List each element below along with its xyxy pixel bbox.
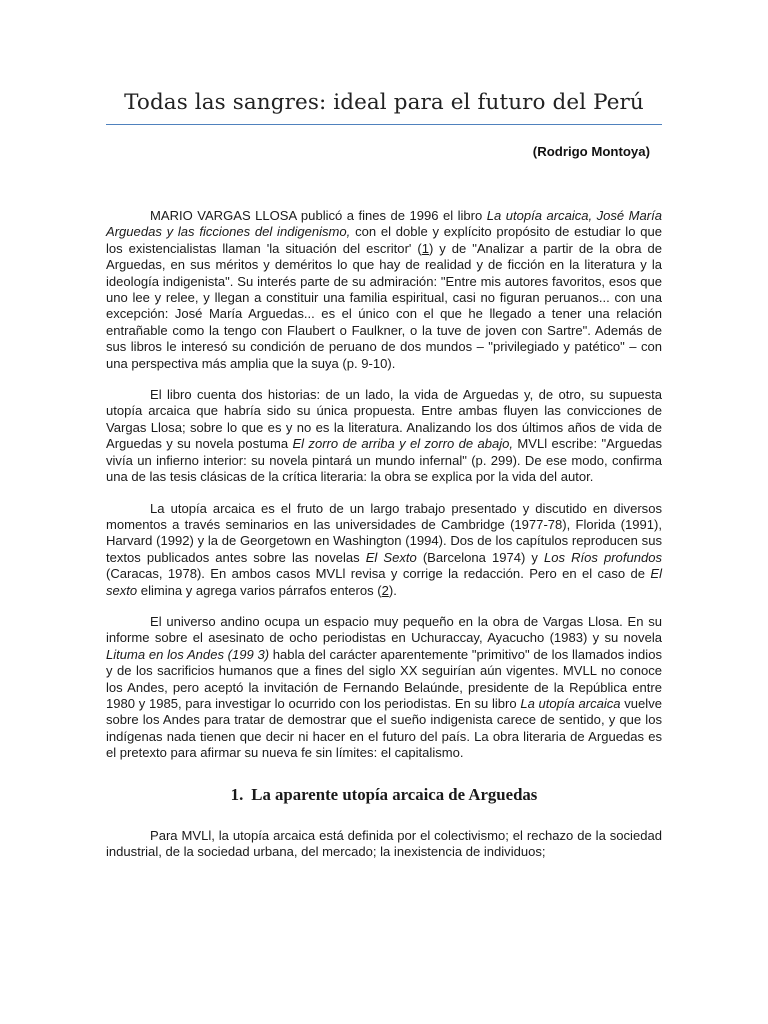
book-title-italic: La utopía arcaica (520, 695, 621, 711)
book-title-italic: El Sexto (365, 549, 417, 565)
paragraph-text: MVLl escribe: "Arguedas vivía un infierno interior: su novela pintará un mundo infernal" (p. 299). De ese modo, confirma una de las tesis clásicas de la crítica literaria: la obra se explica por la vida del autor. (106, 436, 663, 485)
paragraph-text: con el doble y explícito propósito de estudiar lo que los existencialistas llaman 'la situación del escritor' ( (106, 224, 662, 256)
paragraph-5 (106, 828, 662, 861)
paragraph-text: ). (388, 582, 397, 598)
paragraph-text: (Caracas, 1978). En ambos casos MVLl revisa y corrige la redacción. Pero en el caso de (106, 566, 651, 582)
footnote-link-1[interactable]: 1 (421, 240, 429, 256)
section-title: La aparente utopía arcaica de Arguedas (251, 784, 538, 804)
book-title-italic: El sexto (106, 566, 662, 598)
author-name: (Rodrigo Montoya) (532, 144, 650, 159)
document-body (106, 208, 662, 875)
paragraph-text: La utopía arcaica es el fruto de un largo trabajo presentado y discutido en diversos momentos a través seminarios en las universidades de Cambridge (1977-78), Florida (1991), Harvard (1992) y la de Georgetown en Washington (1994). Dos de los capítulos reproducen sus textos publicados antes sobre las novelas (106, 500, 662, 565)
paragraph-text: El libro cuenta dos historias: de un lado, la vida de Arguedas y, de otro, su supuesta utopía arcaica que habría sido su única propuesta. Entre ambas fluyen las convicciones de Vargas Llosa; sobre lo que es y no es la literatura. Analizando los dos últimos años de vida de Arguedas y su novela postuma (106, 387, 662, 452)
title-underline-rule (106, 124, 662, 125)
paragraph-1 (106, 208, 662, 372)
paragraph-4 (106, 614, 662, 762)
section-heading-1 (106, 785, 662, 805)
paragraph-2 (106, 387, 662, 485)
paragraph-3 (106, 501, 662, 599)
footnote-link-2[interactable]: 2 (381, 582, 389, 598)
paragraph-text: habla del carácter aparentemente "primitivo" de los llamados indios y de los sacrificios humanos que a fines del siglo XX seguirían aún vigentes. MVLL no conoce los Andes, pero aceptó la invitación de Fernando Belaúnde, presidente de la República entre 1980 y 1985, para investigar lo ocurrido con los periodistas. En su libro (106, 646, 662, 711)
book-title-italic: Lituma en los Andes (199 3) (106, 646, 270, 662)
paragraph-text: ) y de "Analizar a partir de la obra de Arguedas, en sus méritos y deméritos lo que hay de realidad y de ficción en la literatura y la ideología indigenista". Su interés parte de su admiración: "Entre mis autores favoritos, esos que uno lee y relee, y llegan a constituir una familia espiritual, casi no figuran peruanos... con una excepción: José María Arguedas... es el único con el que he llegado a tener una relación entrañable como la tengo con Flaubert o Faulkner, o la tuve de joven con Sartre". Además de sus libros le interesó su condición de peruano de dos mundos – "privilegiado y patético" – con una perspectiva más amplia que la suya (p. 9-10). (106, 240, 662, 371)
paragraph-text: elimina y agrega varios párrafos enteros ( (137, 582, 382, 598)
book-title-italic: La utopía arcaica, José María Arguedas y las ficciones del indigenismo, (106, 208, 662, 240)
section-number: 1. (230, 784, 244, 804)
paragraph-text: El universo andino ocupa un espacio muy pequeño en la obra de Vargas Llosa. En su informe sobre el asesinato de ocho periodistas en Uchuraccay, Ayacucho (1983) y su novela (106, 613, 662, 646)
book-title-italic: Los Ríos profundos (543, 549, 662, 565)
paragraph-text: MARIO VARGAS LLOSA publicó a fines de 1996 el libro (150, 208, 487, 223)
paragraph-text: (Barcelona 1974) y (416, 549, 544, 565)
paragraph-text: Para MVLl, la utopía arcaica está definida por el colectivismo; el rechazo de la sociedad industrial, de la sociedad urbana, del mercado; la inexistencia de individuos; (106, 827, 662, 859)
document-title: Todas las sangres: ideal para el futuro del Perú (124, 90, 644, 115)
paragraph-text: vuelve sobre los Andes para tratar de demostrar que el sueño indigenista carece de sentido, y que los indígenas nada tienen que decir ni hacer en el futuro del país. La obra literaria de Arguedas es el pretexto para afirmar su nueva fe sin límites: el capitalismo. (106, 695, 662, 761)
book-title-italic: El zorro de arriba y el zorro de abajo, (292, 436, 514, 452)
